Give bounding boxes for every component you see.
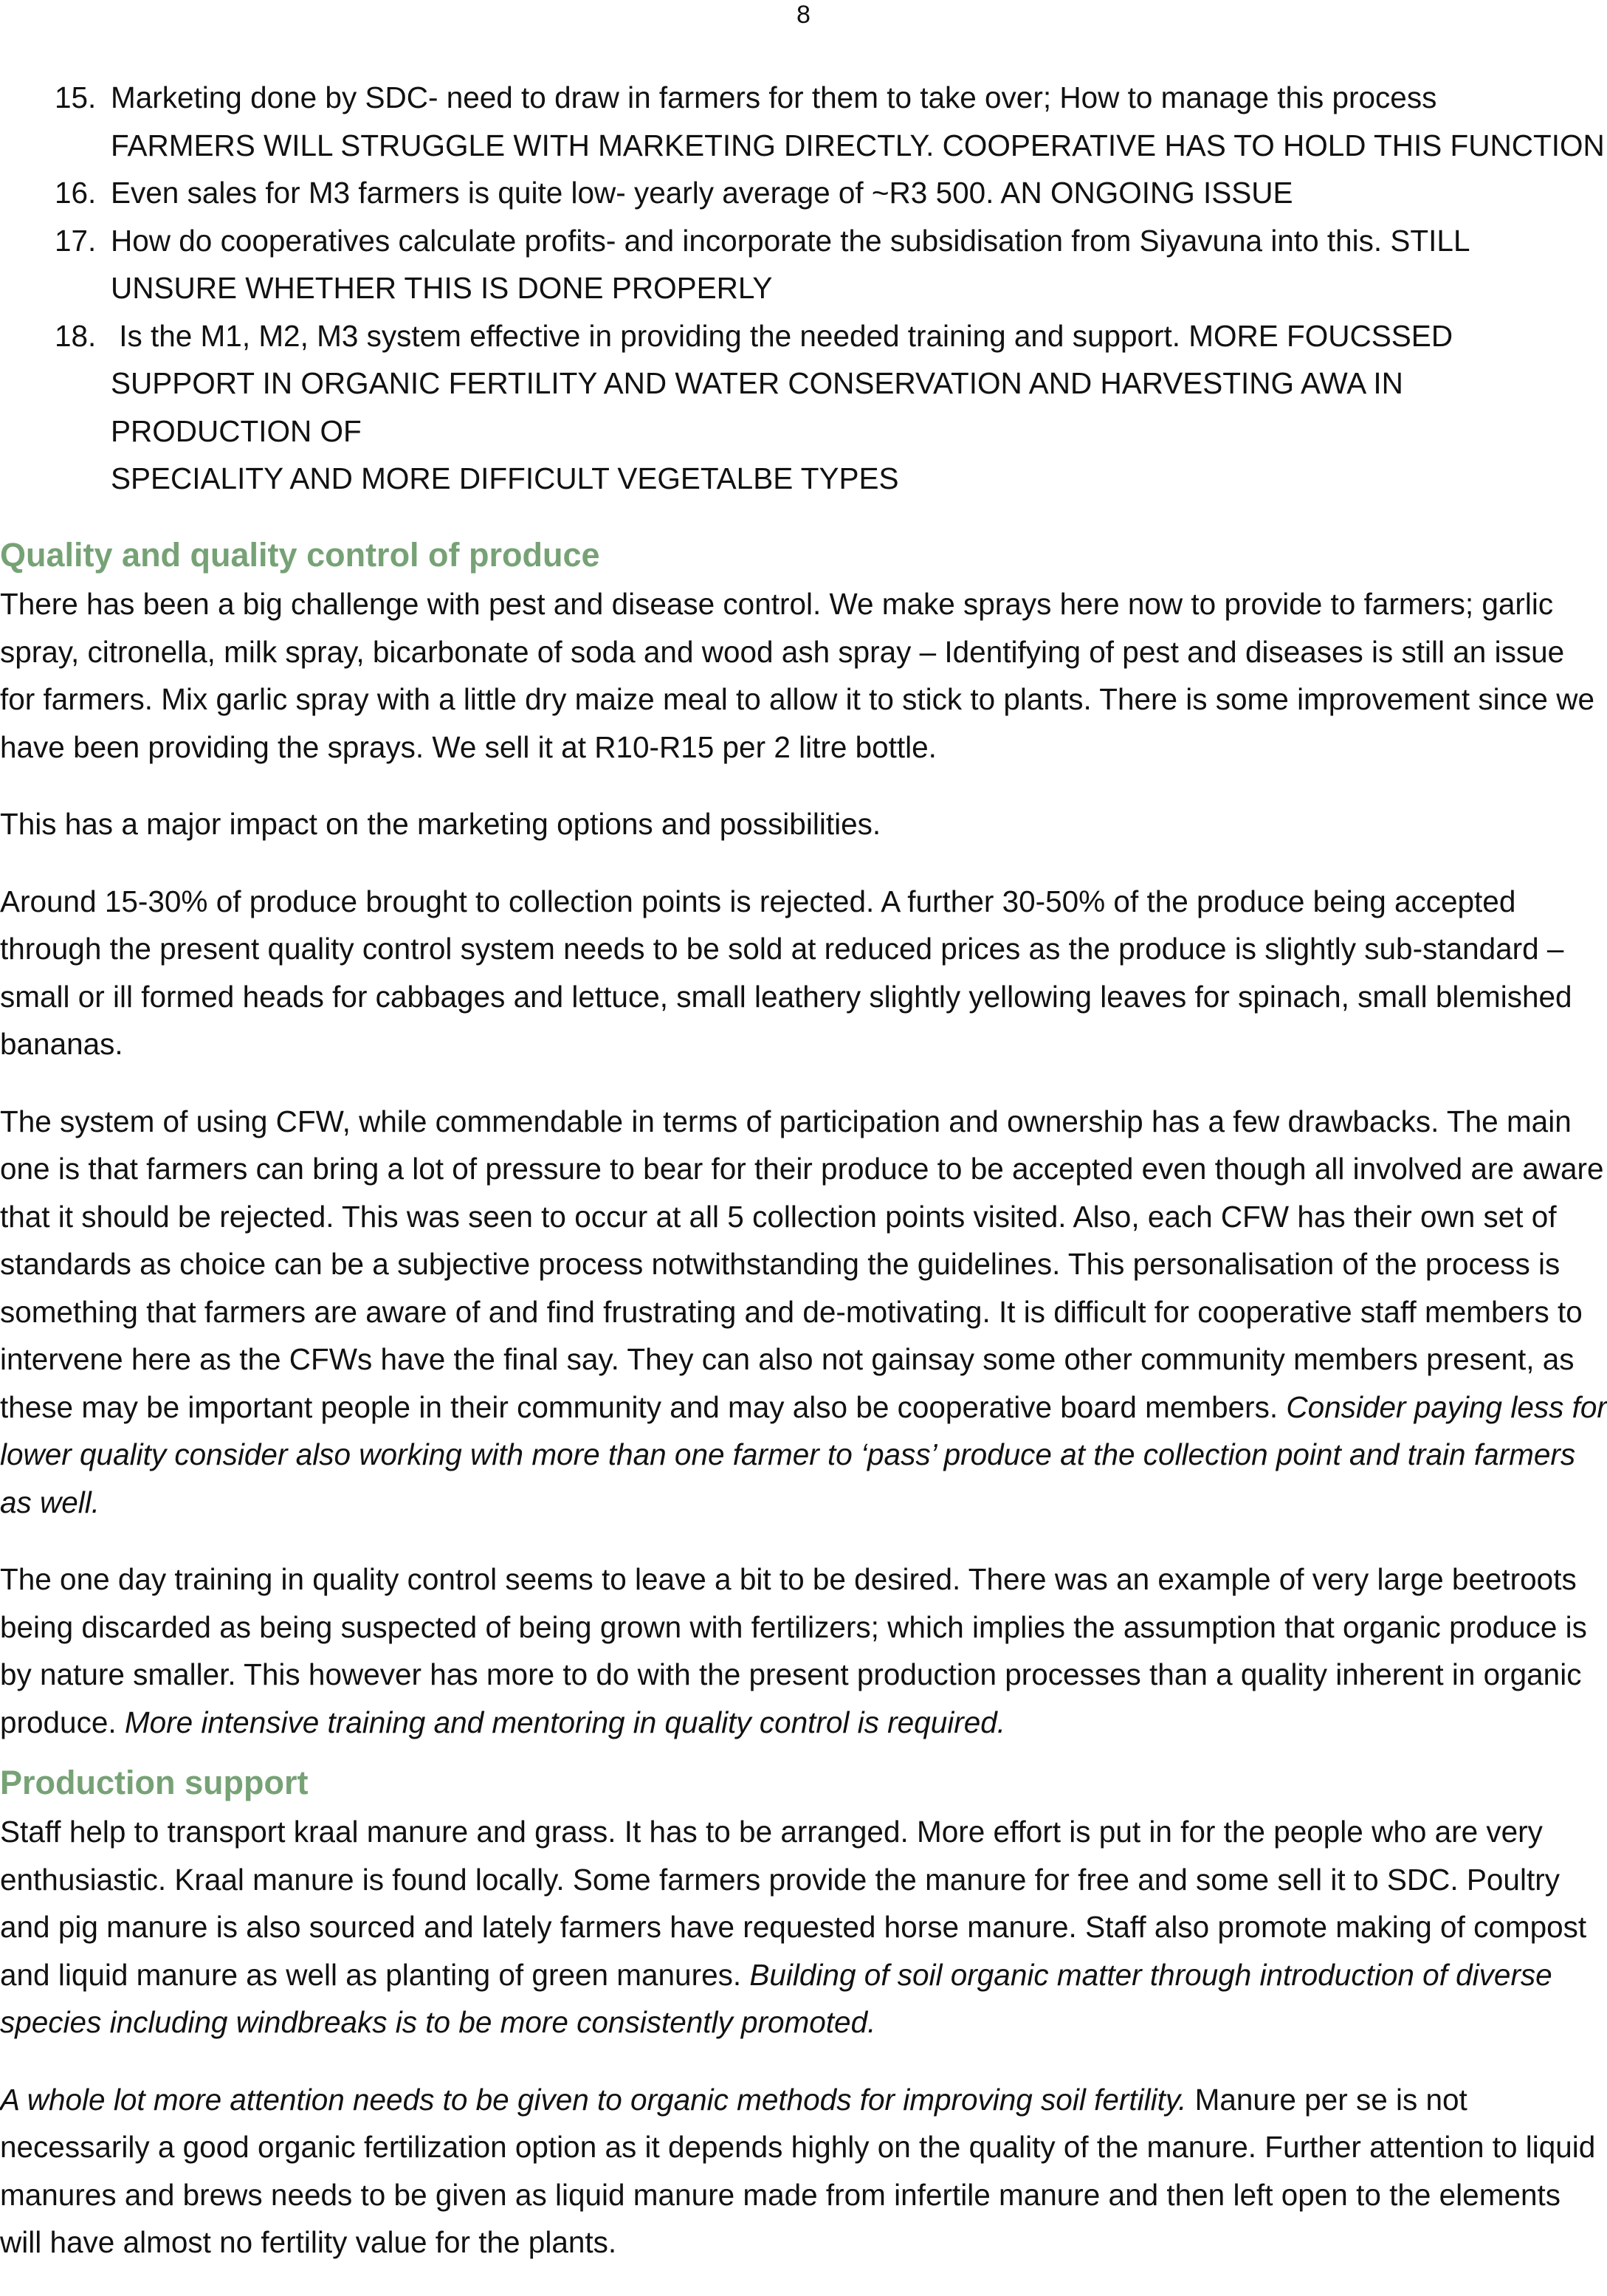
list-item [0, 169, 1607, 217]
list-item [0, 74, 1607, 169]
paragraph-text: Staff help to transport kraal manure and grass. It has to be arranged. More effort is put in for the people who are very enthusiastic. Kraal manure is found locally. Some farmers provide the manure for free and some sell it to SDC. Poultry and pig manure is also sourced and lately farmers have requested horse manure. Staff also promote making of compost and liquid manure as well as planting of green manures. [0, 1815, 1587, 1992]
paragraph-soil-fertility [0, 2076, 1607, 2266]
section-heading-production: Production support [0, 1764, 309, 1801]
paragraph-cfw-system [0, 1098, 1607, 1527]
list-item [0, 312, 1607, 503]
paragraph-manure-transport [0, 1808, 1607, 2046]
paragraph-pest-control: There has been a big challenge with pest and disease control. We make sprays here now to provide to farmers; garlic spray, citronella, milk spray, bicarbonate of soda and wood ash spray – Identifying of pest and diseases is still an issue for farmers. Mix garlic spray with a little dry maize meal to allow it to stick to plants. There is some improvement since we have been providing the sprays. We sell it at R10-R15 per 2 litre bottle. [0, 587, 1594, 764]
list-item-line: UNSURE WHETHER THIS IS DONE PROPERLY [111, 271, 773, 305]
paragraph-marketing-impact: This has a major impact on the marketing options and possibilities. [0, 807, 881, 841]
list-item-line: Is the M1, M2, M3 system effective in providing the needed training and support. MORE FOUCSSED [111, 318, 1453, 353]
recommendation-text: Consider paying less for lower quality consider also working with more than one farmer to ‘pass’ produce at the collection point and train farmers as well. [0, 1389, 1607, 1519]
list-item [0, 217, 1607, 312]
numbered-list [0, 74, 1607, 503]
list-item-line: SUPPORT IN ORGANIC FERTILITY AND WATER CONSERVATION AND HARVESTING AWA IN PRODUCTION OF [111, 366, 1403, 448]
recommendation-text: More intensive training and mentoring in quality control is required. [124, 1705, 1006, 1739]
list-item-number: 18. [55, 318, 97, 353]
page-number: 8 [796, 1, 811, 29]
list-item-number: 15. [55, 80, 97, 114]
list-item-number: 17. [55, 223, 97, 258]
paragraph-rejection-rates: Around 15-30% of produce brought to collection points is rejected. A further 30-50% of the produce being accepted through the present quality control system needs to be sold at reduced prices as the produce is slightly sub-standard –small or ill formed heads for cabbages and lettuce, small leathery slightly yellowing leaves for spinach, small blemished bananas. [0, 884, 1572, 1061]
list-item-line: How do cooperatives calculate profits- and incorporate the subsidisation from Siyavuna into this. STILL [111, 223, 1470, 258]
list-item-line: SPECIALITY AND MORE DIFFICULT VEGETALBE TYPES [111, 461, 899, 495]
paragraph-training [0, 1556, 1607, 1746]
paragraph-text: The system of using CFW, while commendable in terms of participation and ownership has a few drawbacks. The main one is that farmers can bring a lot of pressure to bear for their produce to be accepted even though all involved are aware that it should be rejected. This was seen to occur at all 5 collection points visited. Also, each CFW has their own set of standards as choice can be a subjective process notwithstanding the guidelines. This personalisation of the process is something that farmers are aware of and find frustrating and de-motivating. It is difficult for cooperative staff members to intervene here as the CFWs have the final say. They can also not gainsay some other community members present, as these may be important people in their community and may also be cooperative board members. [0, 1104, 1604, 1424]
paragraph-text: The one day training in quality control seems to leave a bit to be desired. There was an example of very large beetroots being discarded as being suspected of being grown with fertilizers; which implies the assumption that organic produce is by nature smaller. This however has more to do with the present production processes than a quality inherent in organic produce. [0, 1562, 1587, 1739]
list-item-line: Marketing done by SDC- need to draw in farmers for them to take over; How to manage this process [111, 80, 1437, 114]
list-item-line: FARMERS WILL STRUGGLE WITH MARKETING DIRECTLY. COOPERATIVE HAS TO HOLD THIS FUNCTION [111, 128, 1605, 162]
paragraph-text: Manure per se is not necessarily a good organic fertilization option as it depends highly on the quality of the manure. Further attention to liquid manures and brews needs to be given as liquid manure made from infertile manure and then left open to the elements will have almost no fertility value for the plants. [0, 2082, 1596, 2259]
recommendation-text: A whole lot more attention needs to be given to organic methods for improving soil fertility. [0, 2082, 1187, 2117]
list-item-number: 16. [55, 176, 97, 210]
list-item-line: Even sales for M3 farmers is quite low- yearly average of ~R3 500. AN ONGOING ISSUE [111, 176, 1293, 210]
recommendation-text: Building of soil organic matter through introduction of diverse species including windbreaks is to be more consistently promoted. [0, 1957, 1552, 2039]
section-heading-quality: Quality and quality control of produce [0, 536, 600, 574]
main-content [0, 532, 1607, 2296]
